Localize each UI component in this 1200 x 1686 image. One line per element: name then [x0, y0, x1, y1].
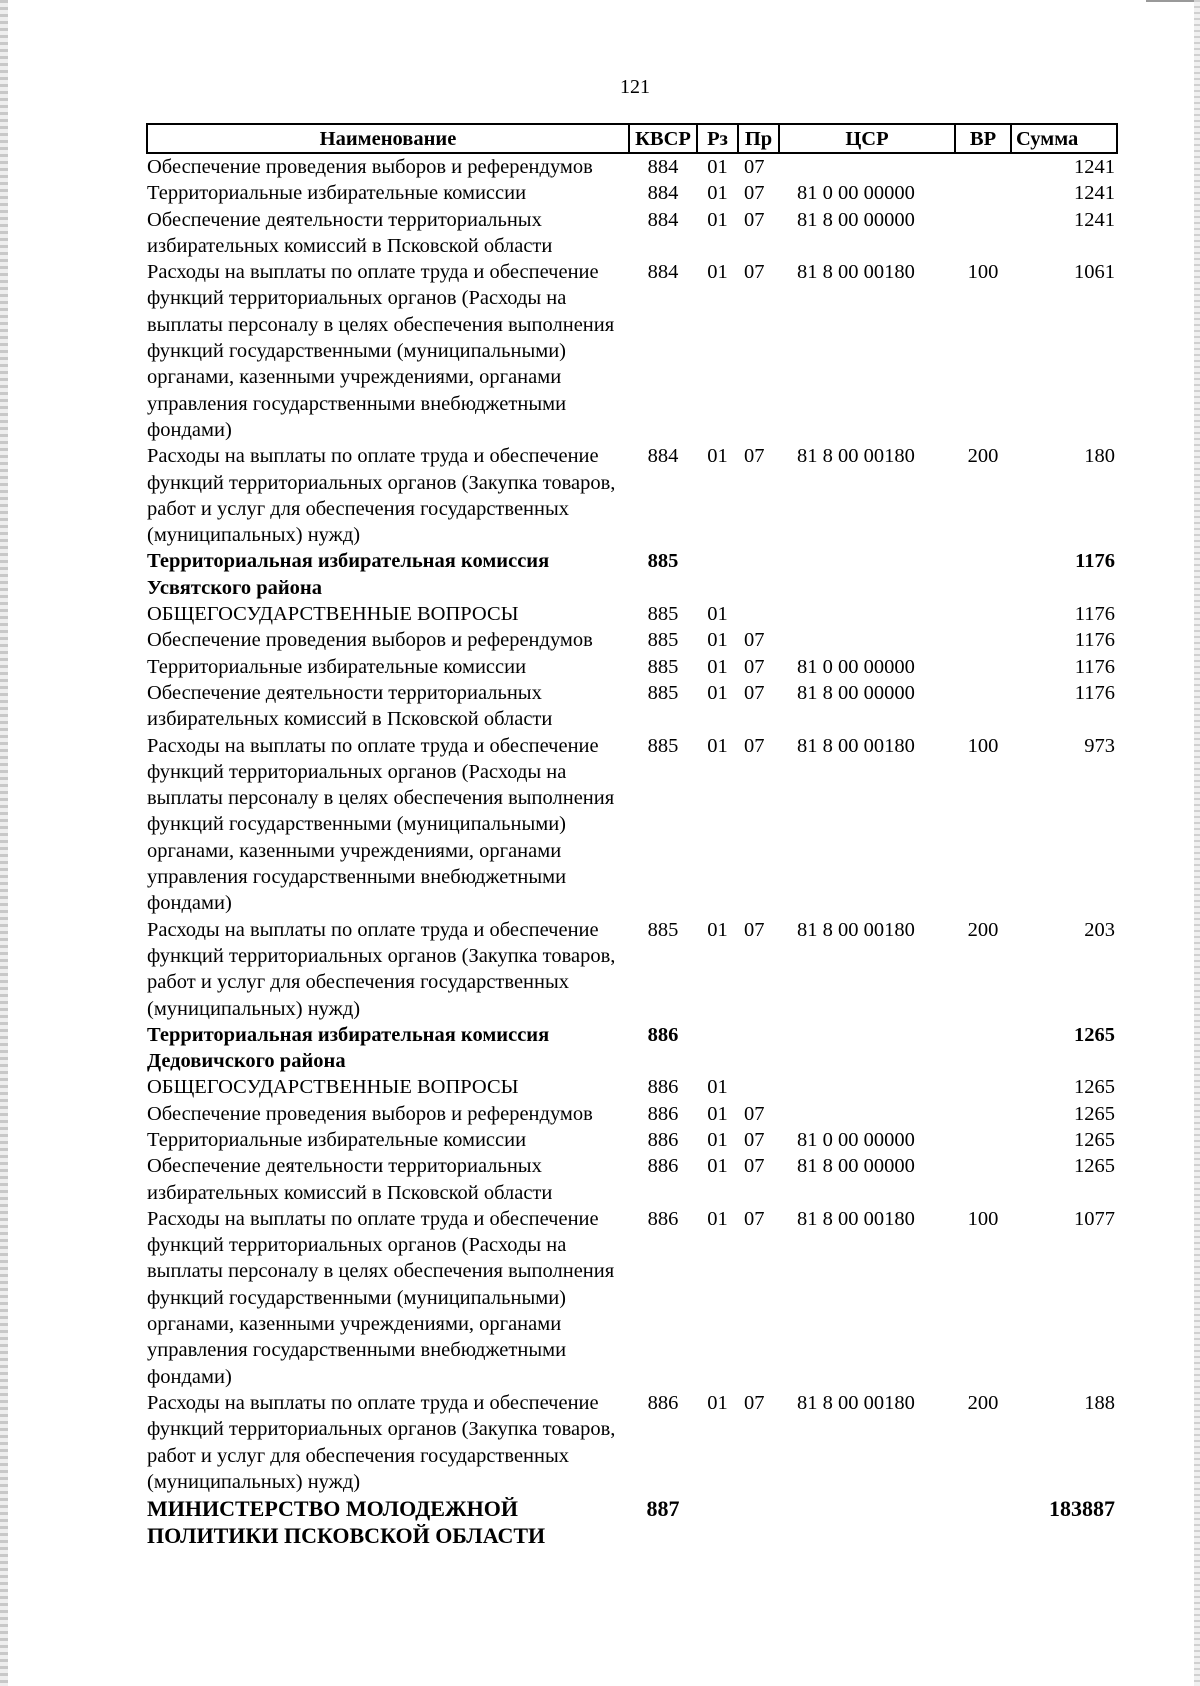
cell-sum: 973	[1084, 734, 1115, 757]
cell-sum: 1265	[1074, 1155, 1115, 1178]
cell-sum: 1061	[1074, 261, 1115, 284]
cell-sum: 188	[1084, 1391, 1115, 1414]
cell-csr: 81 8 00 00000	[797, 681, 915, 704]
cell-kvsr: 886	[647, 1391, 679, 1414]
cell-kvsr: 884	[647, 208, 679, 231]
cell-name: Расходы на выплаты по оплате труда и обеспечение функций территориальных органов (Расходы на выплаты персоналу в целях обеспечения выполнения функций государственными (муниципальными) органами, казенными учреждениями, органами управления государственными внебюджетными фондами)	[147, 734, 615, 915]
cell-csr: 81 0 00 00000	[797, 1128, 915, 1151]
cell-csr: 81 8 00 00180	[797, 734, 915, 757]
cell-rz: 01	[707, 1207, 728, 1230]
cell-sum: 203	[1084, 918, 1115, 941]
cell-vr: 100	[967, 261, 999, 284]
cell-name: Территориальные избирательные комиссии	[147, 655, 527, 678]
cell-vr	[955, 654, 1011, 680]
cell-kvsr: 885	[647, 629, 679, 652]
table-row	[147, 443, 1117, 548]
table-row	[147, 1495, 1117, 1549]
table-row	[147, 180, 1117, 206]
cell-name: Расходы на выплаты по оплате труда и обеспечение функций территориальных органов (Расходы на выплаты персоналу в целях обеспечения выполнения функций государственными (муниципальными) органами, казенными учреждениями, органами управления государственными внебюджетными фондами)	[147, 261, 615, 441]
table-row	[147, 548, 1117, 601]
cell-name: Расходы на выплаты по оплате труда и обеспечение функций территориальных органов (Закупка товаров, работ и услуг для обеспечения государственных (муниципальных) нужд)	[147, 445, 616, 547]
cell-vr	[955, 1127, 1011, 1153]
cell-rz: 01	[707, 445, 728, 468]
cell-pr: 07	[744, 1102, 765, 1125]
cell-name: Обеспечение проведения выборов и референдумов	[147, 629, 593, 652]
cell-csr: 81 8 00 00180	[797, 261, 915, 284]
cell-kvsr: 886	[647, 1128, 679, 1151]
cell-pr: 07	[744, 445, 765, 468]
header-vr: ВР	[955, 124, 1011, 153]
cell-vr	[955, 627, 1011, 653]
header-kvsr: КВСР	[629, 124, 697, 153]
cell-vr: 200	[967, 1391, 999, 1414]
cell-vr	[955, 601, 1011, 627]
cell-kvsr: 886	[647, 1023, 679, 1046]
cell-kvsr: 885	[647, 734, 679, 757]
cell-vr: 200	[967, 918, 999, 941]
scan-edge-right	[1194, 0, 1200, 1686]
cell-sum: 183887	[1049, 1496, 1115, 1522]
cell-name: ОБЩЕГОСУДАРСТВЕННЫЕ ВОПРОСЫ	[147, 603, 519, 626]
cell-pr: 07	[744, 182, 765, 205]
table-row	[147, 259, 1117, 443]
cell-pr: 07	[744, 918, 765, 941]
table-row	[147, 153, 1117, 180]
cell-kvsr: 884	[647, 156, 679, 178]
cell-kvsr: 884	[647, 261, 679, 284]
cell-name: Обеспечение проведения выборов и референдумов	[147, 1102, 593, 1125]
header-csr: ЦСР	[779, 124, 955, 153]
cell-vr: 100	[967, 734, 999, 757]
cell-kvsr: 885	[647, 918, 679, 941]
table-header-row	[147, 124, 1117, 153]
cell-vr	[955, 548, 1011, 601]
cell-kvsr: 885	[647, 655, 679, 678]
cell-rz: 01	[707, 734, 728, 757]
table-row	[147, 733, 1117, 917]
cell-pr	[738, 1495, 779, 1549]
cell-pr	[738, 1074, 779, 1100]
cell-csr: 81 0 00 00000	[797, 182, 915, 205]
table-row	[147, 680, 1117, 733]
cell-sum: 180	[1084, 445, 1115, 468]
cell-pr: 07	[744, 208, 765, 231]
cell-name: Территориальная избирательная комиссия Усвятского района	[147, 550, 550, 599]
cell-vr	[955, 1153, 1011, 1206]
cell-csr	[779, 627, 955, 653]
cell-rz: 01	[707, 918, 728, 941]
cell-rz: 01	[707, 182, 728, 205]
table-body	[147, 153, 1117, 1549]
cell-kvsr: 887	[646, 1496, 680, 1522]
table-row	[147, 1206, 1117, 1390]
cell-sum: 1241	[1074, 156, 1115, 178]
cell-rz: 01	[707, 156, 728, 178]
table-row	[147, 1390, 1117, 1495]
cell-sum: 1265	[1074, 1076, 1115, 1099]
cell-csr	[779, 1022, 955, 1075]
cell-rz: 01	[707, 603, 728, 626]
page-number: 121	[620, 76, 650, 98]
cell-rz: 01	[707, 208, 728, 231]
cell-sum: 1265	[1074, 1023, 1115, 1046]
cell-csr	[779, 1495, 955, 1549]
cell-csr	[779, 548, 955, 601]
cell-rz: 01	[707, 655, 728, 678]
cell-vr	[955, 1101, 1011, 1127]
cell-rz	[697, 1022, 738, 1075]
cell-rz: 01	[707, 1128, 728, 1151]
cell-name: ОБЩЕГОСУДАРСТВЕННЫЕ ВОПРОСЫ	[147, 1076, 519, 1099]
cell-sum: 1241	[1074, 208, 1115, 231]
cell-sum: 1176	[1074, 603, 1115, 626]
cell-pr: 07	[744, 261, 765, 284]
cell-vr	[955, 1022, 1011, 1075]
table-row	[147, 1022, 1117, 1075]
cell-name: Обеспечение деятельности территориальных избирательных комиссий в Псковской области	[147, 681, 553, 731]
cell-pr: 07	[744, 1155, 765, 1178]
cell-kvsr: 886	[647, 1155, 679, 1178]
budget-table	[146, 123, 1118, 1549]
cell-csr: 81 8 00 00180	[797, 445, 915, 468]
cell-kvsr: 886	[647, 1207, 679, 1230]
cell-name: Обеспечение деятельности территориальных избирательных комиссий в Псковской области	[147, 1155, 553, 1204]
cell-pr: 07	[744, 156, 765, 178]
cell-csr	[779, 1101, 955, 1127]
cell-sum: 1176	[1074, 629, 1115, 652]
cell-sum: 1176	[1074, 681, 1115, 704]
cell-vr	[955, 153, 1011, 180]
header-rz: Рз	[697, 124, 738, 153]
cell-rz: 01	[707, 629, 728, 652]
cell-name: Территориальные избирательные комиссии	[147, 1128, 527, 1151]
cell-rz: 01	[707, 681, 728, 704]
cell-csr: 81 8 00 00180	[797, 918, 915, 941]
cell-kvsr: 886	[647, 1076, 679, 1099]
table-row	[147, 1074, 1117, 1100]
cell-csr: 81 8 00 00000	[797, 208, 915, 231]
cell-rz: 01	[707, 1076, 728, 1099]
header-sum: Сумма	[1011, 124, 1117, 153]
cell-name: МИНИСТЕРСТВО МОЛОДЕЖНОЙ ПОЛИТИКИ ПСКОВСКОЙ ОБЛАСТИ	[147, 1496, 546, 1549]
cell-vr	[955, 680, 1011, 733]
cell-rz: 01	[707, 261, 728, 284]
cell-name: Обеспечение проведения выборов и референдумов	[147, 156, 593, 178]
cell-csr	[779, 153, 955, 180]
cell-name: Территориальная избирательная комиссия Дедовичского района	[147, 1023, 550, 1073]
cell-kvsr: 885	[647, 550, 679, 573]
cell-rz: 01	[707, 1102, 728, 1125]
cell-rz	[697, 1495, 738, 1549]
cell-csr	[779, 1074, 955, 1100]
table-row	[147, 207, 1117, 260]
cell-rz: 01	[707, 1391, 728, 1414]
cell-pr: 07	[744, 655, 765, 678]
cell-rz: 01	[707, 1155, 728, 1178]
cell-vr: 200	[967, 445, 999, 468]
cell-sum: 1176	[1074, 655, 1115, 678]
cell-sum: 1077	[1074, 1207, 1115, 1230]
cell-kvsr: 886	[647, 1102, 679, 1125]
cell-csr: 81 8 00 00180	[797, 1207, 915, 1230]
cell-vr: 100	[967, 1207, 999, 1230]
table-row	[147, 1101, 1117, 1127]
table-row	[147, 917, 1117, 1022]
cell-sum: 1265	[1074, 1102, 1115, 1125]
scan-edge-left	[0, 0, 8, 1686]
cell-name: Расходы на выплаты по оплате труда и обеспечение функций территориальных органов (Расходы на выплаты персоналу в целях обеспечения выполнения функций государственными (муниципальными) органами, казенными учреждениями, органами управления государственными внебюджетными фондами)	[147, 1207, 615, 1388]
cell-rz	[697, 548, 738, 601]
table-row	[147, 627, 1117, 653]
cell-sum: 1241	[1074, 182, 1115, 205]
cell-pr: 07	[744, 1207, 765, 1230]
cell-vr	[955, 207, 1011, 260]
cell-pr: 07	[744, 681, 765, 704]
cell-pr: 07	[744, 1128, 765, 1151]
cell-sum: 1176	[1075, 550, 1115, 573]
table-row	[147, 601, 1117, 627]
cell-name: Территориальные избирательные комиссии	[147, 182, 527, 205]
cell-csr: 81 0 00 00000	[797, 655, 915, 678]
cell-pr: 07	[744, 734, 765, 757]
cell-vr	[955, 180, 1011, 206]
cell-name: Обеспечение деятельности территориальных избирательных комиссий в Псковской области	[147, 208, 553, 257]
cell-vr	[955, 1074, 1011, 1100]
cell-pr	[738, 601, 779, 627]
cell-kvsr: 885	[647, 681, 679, 704]
cell-kvsr: 885	[647, 603, 679, 626]
cell-sum: 1265	[1074, 1128, 1115, 1151]
table-row	[147, 1153, 1117, 1206]
cell-kvsr: 884	[647, 445, 679, 468]
table-row	[147, 1127, 1117, 1153]
cell-pr	[738, 1022, 779, 1075]
cell-pr	[738, 548, 779, 601]
cell-csr	[779, 601, 955, 627]
cell-vr	[955, 1495, 1011, 1549]
cell-kvsr: 884	[647, 182, 679, 205]
cell-name: Расходы на выплаты по оплате труда и обеспечение функций территориальных органов (Закупка товаров, работ и услуг для обеспечения государственных (муниципальных) нужд)	[147, 918, 616, 1020]
cell-pr: 07	[744, 1391, 765, 1414]
header-name: Наименование	[147, 124, 629, 153]
table-row	[147, 654, 1117, 680]
cell-pr: 07	[744, 629, 765, 652]
header-pr: Пр	[738, 124, 779, 153]
cell-csr: 81 8 00 00180	[797, 1391, 915, 1414]
cell-name: Расходы на выплаты по оплате труда и обеспечение функций территориальных органов (Закупка товаров, работ и услуг для обеспечения государственных (муниципальных) нужд)	[147, 1391, 616, 1493]
scan-mark-top-right	[1146, 0, 1194, 2]
cell-csr: 81 8 00 00000	[797, 1155, 915, 1178]
